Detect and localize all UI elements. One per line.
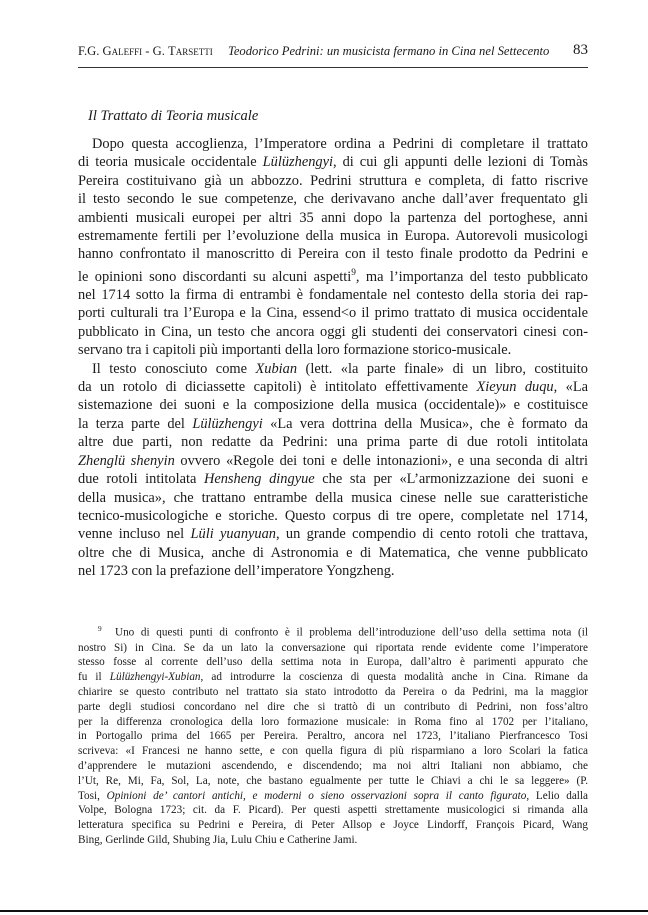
text-run: stesso fosse al corrente dell’uso della settima nota in Europa, dall’altro è parimenti appurato che <box>78 656 588 669</box>
text-line <box>78 803 588 818</box>
header-authors <box>78 44 213 59</box>
text-run: letteratura specifica su Pedrini e Pereira, di Peter Allsop e Joyce Lindorff, François Picard, Wang <box>78 819 588 832</box>
text-line <box>78 245 588 263</box>
text-line <box>78 209 588 227</box>
text-line <box>78 227 588 245</box>
author-initials-1: F.G. <box>78 44 103 58</box>
text-run: ovvero «Regole dei toni e delle intonazioni», e una seconda di altri <box>174 452 588 469</box>
text-run: , un grande compendio di cento rotoli che trattava, <box>276 526 588 543</box>
text-run: (lett. «la parte finale» di un libro, costituito <box>297 360 588 377</box>
text-run: della musica», che trattano entrambe della musica cinese nelle sue caratteristiche <box>78 489 588 506</box>
text-line <box>78 744 588 759</box>
text-run: chiarire se questo contributo nel trattato sia stato introdotto da Pereira o da Pedrini, ma la maggior <box>78 685 588 698</box>
text-run: servano tra i capitoli più importanti della loro formazione storico-musicale. <box>78 342 512 359</box>
text-run: di teoria musicale occidentale <box>78 154 263 171</box>
text-line <box>78 190 588 208</box>
text-run: nostro Si) in Cina. Se da un lato la conversazione qui riportata rende evidente come l’imperatore <box>78 641 588 654</box>
text-line <box>78 135 588 153</box>
text-run: , Lelio dalla <box>526 789 588 802</box>
text-line <box>78 286 588 304</box>
text-line <box>78 525 588 543</box>
text-run: le opinioni sono discordanti su alcuni aspetti <box>78 268 352 285</box>
italic-title: Lülüzhengyi <box>192 415 263 432</box>
text-line <box>78 341 588 359</box>
text-line <box>78 304 588 322</box>
text-run: Tosi, <box>78 789 107 802</box>
text-run: ambienti musicali europei per altri 35 anni dopo la partenza del portoghese, anni <box>78 209 588 226</box>
footnote-marker: 9 <box>98 625 102 633</box>
text-run: porti culturali tra l’Europa e la Cina, essend<o il primo trattato di musica occidentale <box>78 305 588 322</box>
text-line <box>78 396 588 414</box>
text-run: oltre che di Musica, anche di Astronomia e di Matematica, che venne pubblicato <box>78 544 588 561</box>
text-run: , di cui gli appunti delle lezioni di Tomàs <box>333 154 588 171</box>
text-run: pubblicato in Cina, un testo che ancora oggi gli studenti dei conservatori cinesi con- <box>78 323 588 340</box>
footnote-9 <box>78 622 588 848</box>
text-line <box>78 264 588 286</box>
text-run: che sta per «L’armonizzazione dei suoni e <box>314 471 588 488</box>
italic-title: Opinioni de’ cantori antichi, e moderni o sieno osservazioni sopra il canto figurato <box>106 789 527 802</box>
text-run: fu il <box>78 671 110 684</box>
text-run: , «La <box>553 379 589 396</box>
italic-title: Lülüzhengyi <box>262 154 333 171</box>
text-line <box>78 452 588 470</box>
text-line <box>78 415 588 433</box>
text-run: due rotoli intitolata <box>78 471 204 488</box>
page-number: 83 <box>573 42 588 58</box>
text-run <box>78 627 98 639</box>
text-run: tecnico-musicologiche e storiche. Questo corpus di tre opere, completate nel 1714, <box>78 507 588 524</box>
text-run: hanno confrontato il manoscritto di Pereira con il testo finale prodotto da Pedrini e <box>78 246 588 263</box>
text-line <box>78 433 588 451</box>
text-run: nel 1723 con la prefazione dell’imperatore Yongzheng. <box>78 563 395 580</box>
text-line <box>78 360 588 378</box>
text-run: «La vera dottrina della Musica», che è formato da <box>262 415 588 432</box>
running-header <box>78 44 588 64</box>
text-run: Volpe, Bologna 1723; cit. da F. Picard). Per questi aspetti strettamente musicologici si rimanda alla <box>78 804 588 817</box>
text-line <box>78 172 588 190</box>
text-line <box>78 670 588 685</box>
text-line <box>78 507 588 525</box>
text-run: nel 1714 sotto la firma di entrambi è fondamentale nel contesto della storia dei rap- <box>78 287 588 304</box>
text-run: il testo secondo le sue competenze, che derivavano anche dall’aver frequentato gli <box>78 191 588 208</box>
text-run: estremamente fertili per l’evoluzione della musica in Europa. Autorevoli musicologi <box>78 228 588 245</box>
text-line <box>78 818 588 833</box>
text-run: Il testo conosciuto come <box>92 360 256 377</box>
text-run: scriveva: «I Francesi ne hanno sette, e con quella figura di più risparmiano a loro Scolari la fatica <box>78 745 588 758</box>
author-surname-2: Tarsetti <box>168 44 213 58</box>
italic-title: Lülüzhengyi-Xubian <box>109 671 201 684</box>
text-run: Bing, Gerlinde Gild, Shubing Jia, Lulu Chiu e Catherine Jami. <box>78 833 358 846</box>
text-line <box>78 700 588 715</box>
paragraph-1 <box>78 135 588 360</box>
text-run: da un rotolo di diciassette capitoli) è intitolato effettivamente <box>78 379 477 396</box>
text-line <box>78 774 588 789</box>
text-line <box>78 489 588 507</box>
text-run: la terza parte del <box>78 415 193 432</box>
text-line <box>78 153 588 171</box>
italic-title: Zhenglü shenyin <box>78 452 175 469</box>
text-run: Pereira costituivano già un abbozzo. Pedrini struttura e completa, di fatto riscrive <box>78 172 588 189</box>
italic-title: Hensheng dingyue <box>203 471 315 488</box>
text-run: sistemazione dei suoni e la composizione della musica (occidentale)» e costituisce <box>78 397 588 414</box>
author-surname-1: Galeffi <box>102 44 143 58</box>
body-text <box>78 135 588 581</box>
text-line <box>78 544 588 562</box>
text-run: l’Ut, Re, Mi, Fa, Sol, La, note, che bastano egualmente per tutte le Chiavi a chi le sa leggere» (P. <box>78 774 588 787</box>
section-heading: Il Trattato di Teoria musicale <box>88 108 259 124</box>
text-run: , ad introdurre la coscienza di questa modalità anche in Cina. Rimane da <box>200 671 588 684</box>
paragraph-2 <box>78 360 588 581</box>
footnote-marker: 9 <box>351 267 356 278</box>
text-run: Uno di questi punti di confronto è il problema dell’introduzione dell’uso della settima nota (il <box>101 626 588 639</box>
author-initials-2: - G. <box>142 44 169 58</box>
text-line <box>78 655 588 670</box>
text-line <box>78 323 588 341</box>
text-line <box>78 715 588 730</box>
text-line <box>78 833 588 848</box>
text-run: in Portogallo prima del 1665 per Pereira. Peraltro, ancora nel 1723, l’italiano Pierfrancesco Tosi <box>78 730 588 743</box>
text-line <box>78 789 588 804</box>
text-line <box>78 685 588 700</box>
text-line <box>78 470 588 488</box>
italic-title: Lüli yuanyuan <box>190 526 276 543</box>
header-rule <box>78 67 588 68</box>
text-run: altre due parti, non redatte da Pedrini: una prima parte di due rotoli intitolata <box>78 434 588 451</box>
bottom-edge-rule <box>0 910 648 912</box>
text-line <box>78 622 588 641</box>
text-line <box>78 729 588 744</box>
italic-title: Xieyun duqu <box>476 379 554 396</box>
text-run: , ma l’importanza del testo pubblicato <box>355 268 588 285</box>
text-run: parte degli studiosi concordano nel dire che si trattò di un contributo di Pedrini, non foss’altro <box>78 700 588 713</box>
text-line <box>78 641 588 656</box>
running-title: Teodorico Pedrini: un musicista fermano in Cina nel Settecento <box>228 44 550 58</box>
text-run: Dopo questa accoglienza, l’Imperatore ordina a Pedrini di completare il trattato <box>92 136 588 152</box>
text-line <box>78 378 588 396</box>
text-run: d’apprendere le mutazioni ascendendo, e discendendo; ma noi altri Italiani non abbiamo, che <box>78 759 588 772</box>
text-line <box>78 759 588 774</box>
italic-title: Xubian <box>255 360 298 377</box>
text-line <box>78 562 588 580</box>
text-run: venne incluso nel <box>78 526 191 543</box>
text-run: per la differenza cronologica della loro formazione musicale: in Roma fino al 1702 per l’italiano, <box>78 715 588 728</box>
